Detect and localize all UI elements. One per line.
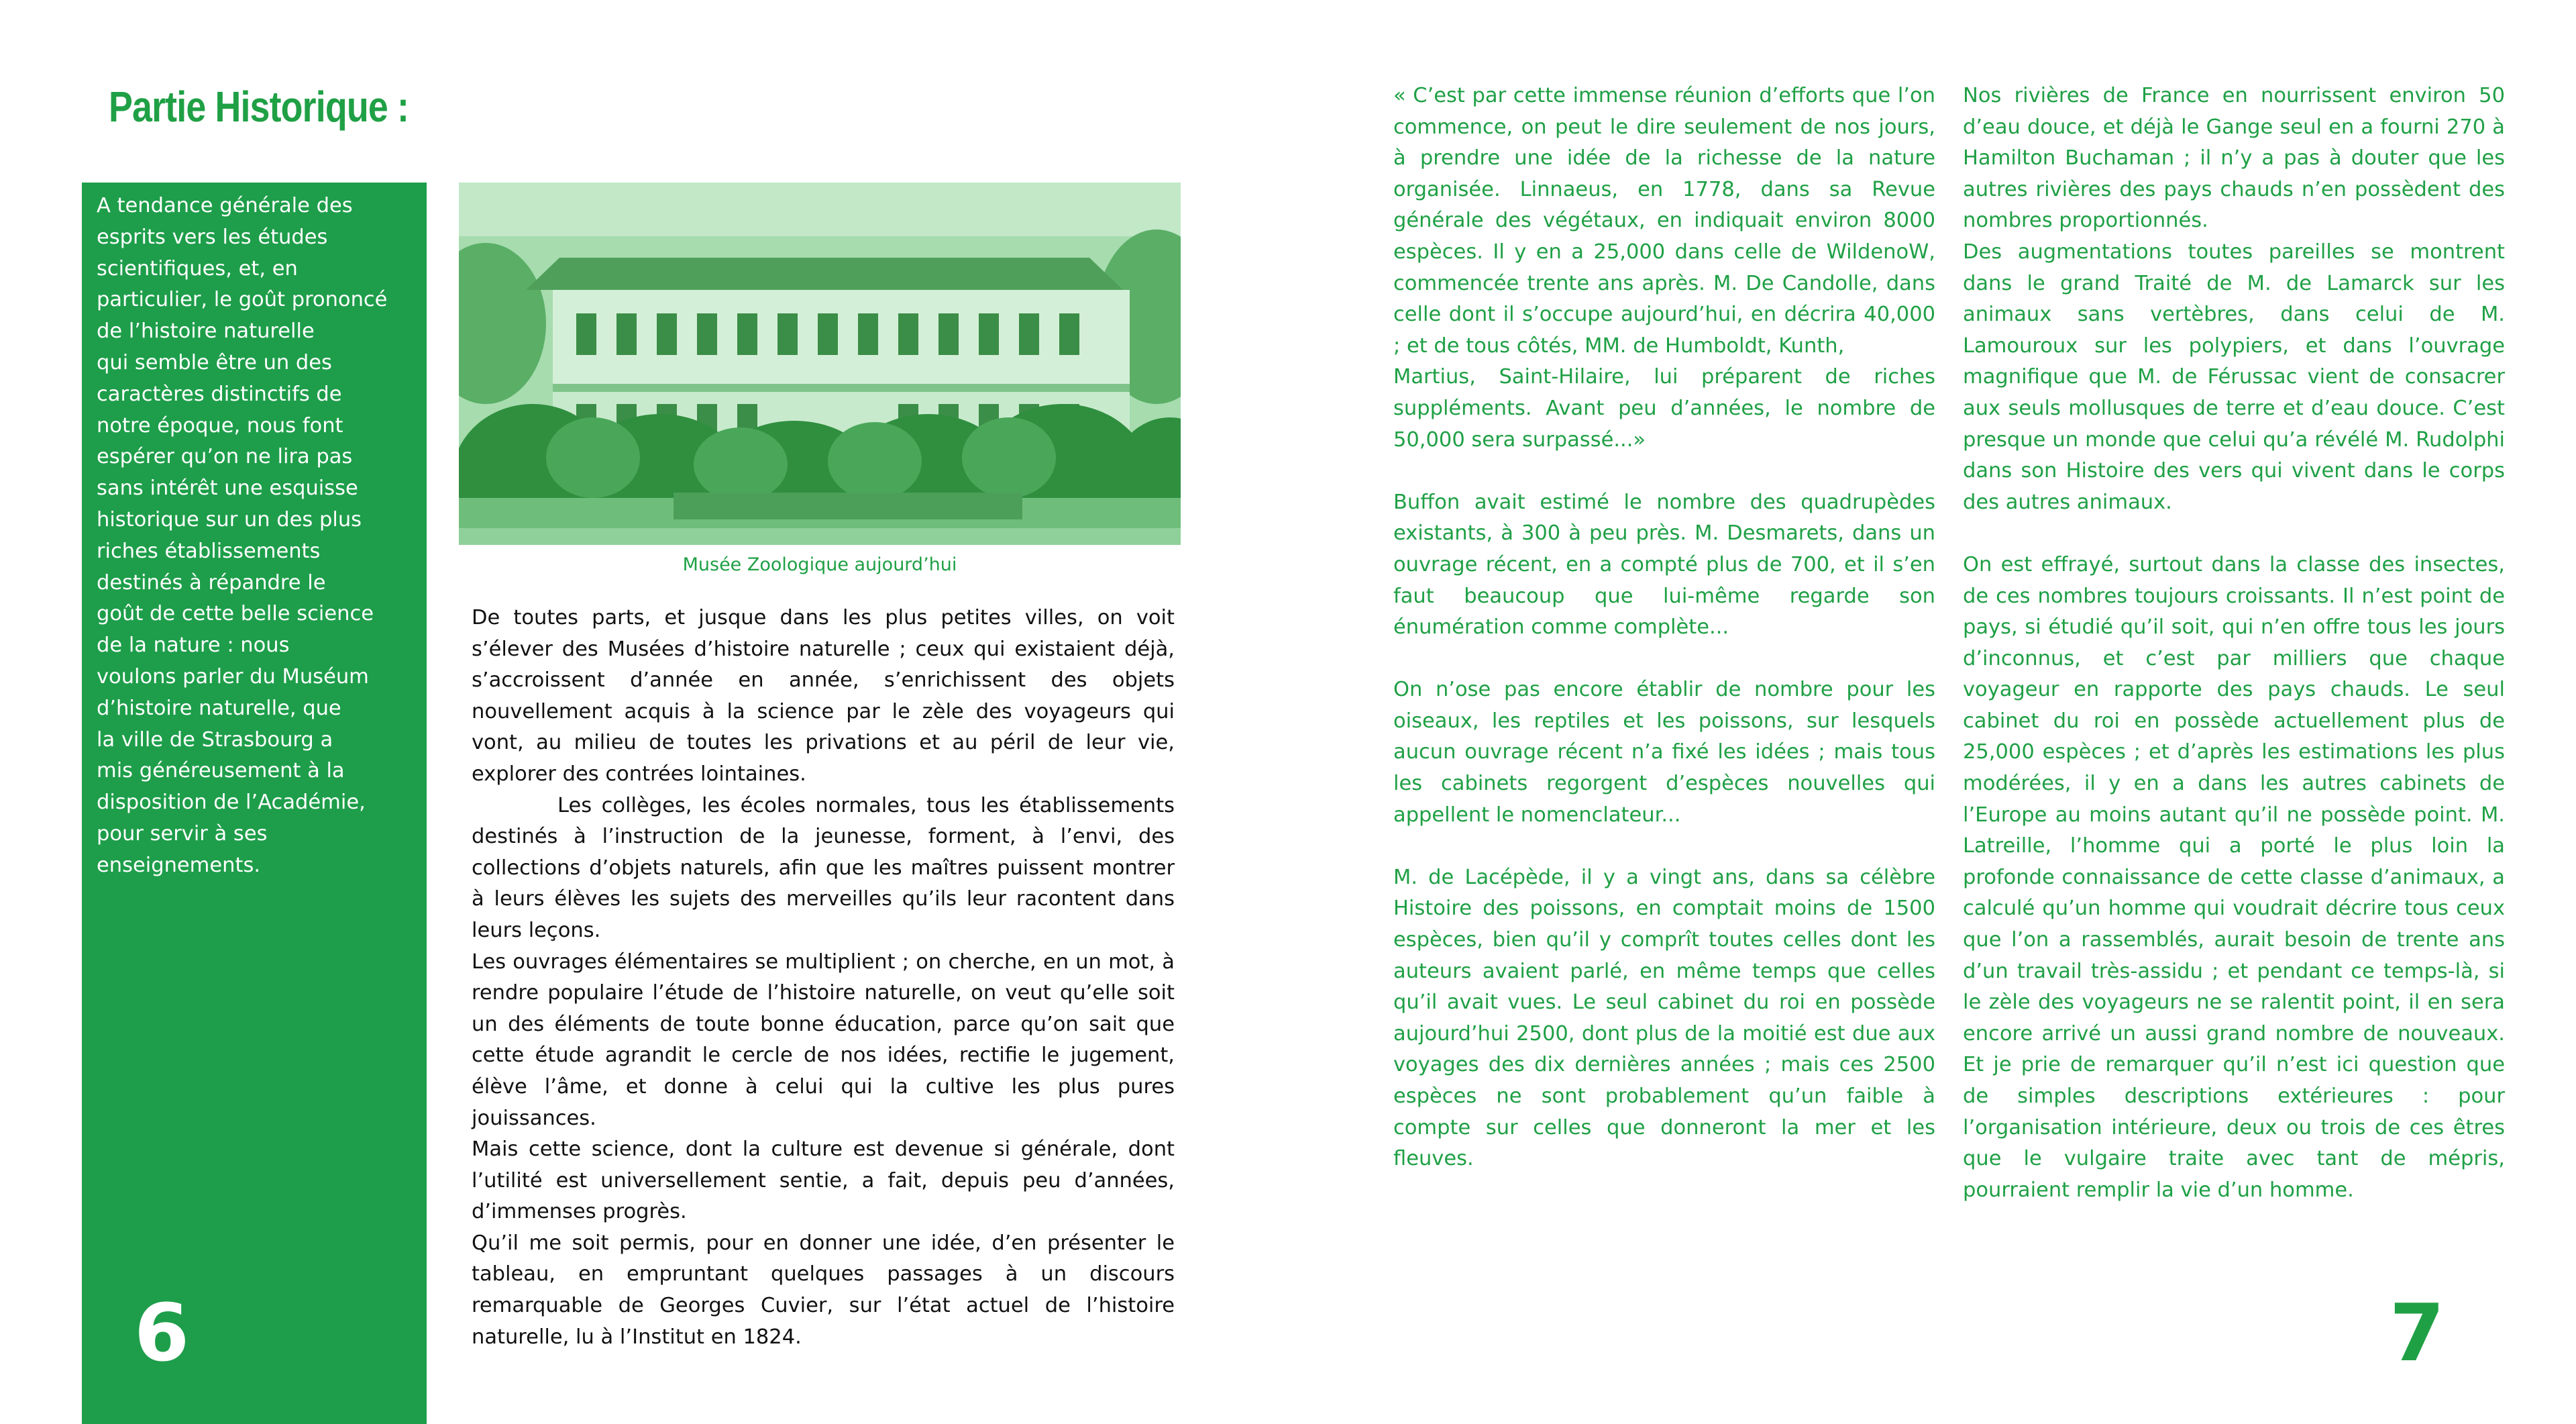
main-paragraph-1: De toutes parts, et jusque dans les plus petites villes, on voit s’élever des Musées d’histoire naturelle ; ceux qui existaient déjà, s’accroissent d’année en année, s’enrichissent des objets nouvellement acquis à la science par le zèle des voyageurs qui vont, au milieu de toutes les privations et au péril de leur vie, explorer des contrées lointaines.	[472, 606, 1175, 786]
quote-paragraph-3: Buffon avait estimé le nombre des quadrupèdes existants, à 300 à peu près. M. Desmarets, dans un ouvrage récent, en a compté plus de 700, et il s’en faut beaucoup que lui-même regarde son énumération comme complète...	[1393, 490, 1935, 640]
main-paragraph-5: Qu’il me soit permis, pour en donner une idée, d’en présenter le tableau, en empruntant quelques passages à un discours remarquable de Georges Cuvier, sur l’état actuel de l’histoire naturelle, lu à l’Institut en 1824.	[472, 1231, 1175, 1349]
quote-column-2	[1963, 81, 2505, 1206]
page-number-right: 7	[2390, 1286, 2445, 1379]
quote-paragraph-8: On est effrayé, surtout dans la classe des insectes, de ces nombres toujours croissants. Il n’est point de pays, si étudié qu’il soit, qui n’en offre tous les jours d’inconnus, et c’est par milliers que chaque voyageur en rapporte des pays chauds. Le seul cabinet du roi en possède actuellement plus de 25,000 espèces ; et d’après les estimations les plus modérées, il y en a dans les autres cabinets de l’Europe au moins autant qu’il ne possède point. M. Latreille, l’homme qui a porté le plus loin la profonde connaissance de cette classe d’animaux, a calculé qu’un homme qui voudrait décrire tous ceux que l’on a rassemblés, aurait besoin de trente ans d’un travail très-assidu ; et pendant ce temps-là, si le zèle des voyageurs ne se ralentit point, il en sera encore arrivé un aussi grand nombre de nouveaux. Et je prie de remarquer qu’il n’est ici question que de simples descriptions extérieures : pour l’organisation intérieure, deux ou trois de ces êtres que le vulgaire traite avec tant de mépris, pourraient remplir la vie d’un homme.	[1963, 552, 2505, 1202]
main-paragraph-3: Les ouvrages élémentaires se multiplient ; on cherche, en un mot, à rendre populaire l’étude de l’histoire naturelle, on veut qu’elle soit un des éléments de toute bonne éducation, parce qu’on sait que cette étude agrandit le cercle de nos idées, rectifie le jugement, élève l’âme, et donne à celui qui la cultive les plus pures jouissances.	[472, 950, 1175, 1130]
museum-photo	[459, 183, 1181, 545]
quote-paragraph-1: « C’est par cette immense réunion d’efforts que l’on commence, on peut le dire seulement de nos jours, à prendre une idée de la richesse de la nature organisée. Linnaeus, en 1778, dans sa Revue générale des végétaux, en indiquait environ 8000 espèces. Il y en a 25,000 dans celle de WildenoW, commencée trente ans après. M. De Candolle, dans celle dont il s’occupe aujourd’hui, en décrira 40,000 ; et de tous côtés, MM. de Humboldt, Kunth,	[1393, 84, 1935, 358]
main-text-column	[472, 603, 1175, 1353]
quote-paragraph-4: On n’ose pas encore établir de nombre pour les oiseaux, les reptiles et les poissons, sur lesquels aucun ouvrage récent n’a fixé les idées ; mais tous les cabinets regorgent d’espèces nouvelles qui appellent le nomenclateur...	[1393, 678, 1935, 827]
main-paragraph-4: Mais cette science, dont la culture est devenue si générale, dont l’utilité est universellement sentie, a fait, depuis peu d’années, d’immenses progrès.	[472, 1137, 1175, 1224]
quote-paragraph-5: M. de Lacépède, il y a vingt ans, dans sa célèbre Histoire des poissons, en comptait moins de 1500 espèces, bien qu’il y comprît toutes celles dont les auteurs avaient parlé, en même temps que celles qu’il avait vues. Le seul cabinet du roi en possède aujourd’hui 2500, dont plus de la moitié est due aux voyages des dix dernières années ; mais ces 2500 espèces ne sont probablement qu’un faible à compte sur celles que donneront la mer et les fleuves.	[1393, 865, 1935, 1171]
photo-caption: Musée Zoologique aujourd’hui	[682, 554, 957, 575]
page-title: Partie Historique :	[109, 83, 409, 131]
intro-sidebar	[82, 183, 427, 1424]
quote-paragraph-7: Des augmentations toutes pareilles se montrent dans le grand Traité de M. de Lamarck sur les animaux sans vertèbres, dans celui de M. Lamouroux sur les polypiers, et dans l’ouvrage magnifique que M. de Férussac vient de consacrer aux seuls mollusques de terre et d’eau douce. C’est presque un monde que celui qu’a révélé M. Rudolphi dans son Histoire des vers qui vivent dans le corps des autres animaux.	[1963, 240, 2505, 514]
page-number-left: 6	[134, 1286, 190, 1379]
main-paragraph-2: Les collèges, les écoles normales, tous les établissements destinés à l’instruction de la jeunesse, forment, à l’envi, des collections d’objets naturels, afin que les maîtres puissent montrer à leurs élèves les sujets des merveilles qu’ils leur racontent dans leurs leçons.	[472, 793, 1175, 942]
intro-text: A tendance générale des esprits vers les études scientifiques, et, en particulier, le goût prononcé de l’histoire naturelle qui semble être un des caractères distinctifs de notre époque, nous font espérer qu’on ne lira pas sans intérêt une esquisse historique sur un des plus riches établissements destinés à répandre le goût de cette belle science de la nature : nous voulons parler du Muséum d’histoire naturelle, que la ville de Strasbourg a mis généreusement à la disposition de l’Académie, pour servir à ses enseignements.	[97, 194, 388, 877]
quote-paragraph-2: Martius, Saint-Hilaire, lui préparent de riches suppléments. Avant peu d’années, le nombre de 50,000 sera surpassé...»	[1393, 365, 1935, 452]
museum-building-illustration	[459, 183, 1181, 545]
quote-paragraph-6: Nos rivières de France en nourrissent environ 50 d’eau douce, et déjà le Gange seul en a fourni 270 à Hamilton Buchaman ; il n’y a pas à douter que les autres rivières des pays chauds n’en possèdent des nombres proportionnés.	[1963, 84, 2505, 233]
quote-column-1	[1393, 81, 1935, 1175]
